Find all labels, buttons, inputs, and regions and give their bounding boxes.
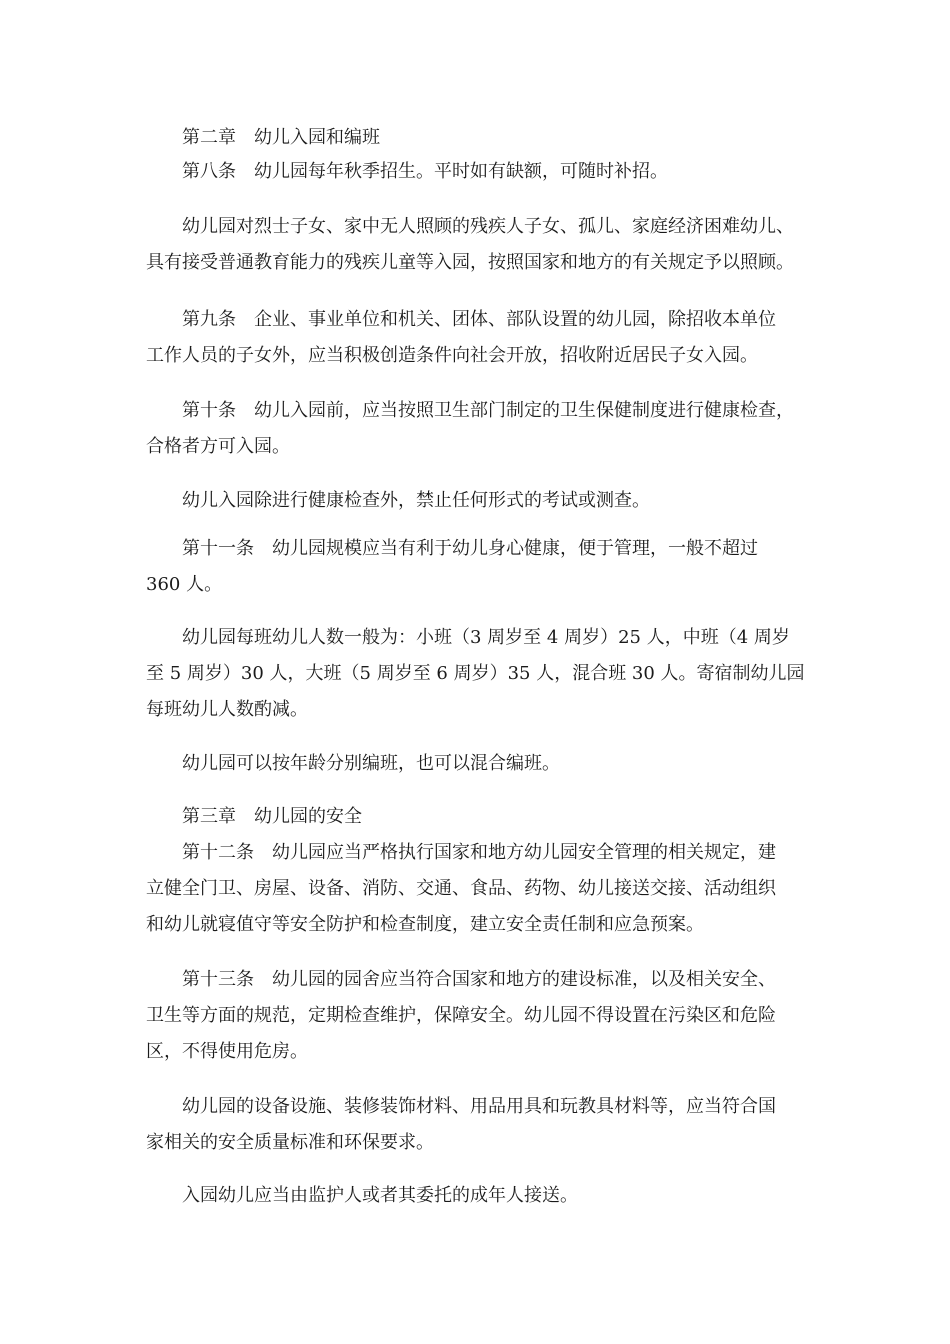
chapter-2-heading: 第二章 幼儿入园和编班 (182, 127, 380, 148)
article-13-line-2: 卫生等方面的规范，定期检查维护，保障安全。幼儿园不得设置在污染区和危险 (146, 1005, 776, 1026)
article-8-para-2-line-1: 幼儿园对烈士子女、家中无人照顾的残疾人子女、孤儿、家庭经济困难幼儿、 (182, 216, 794, 237)
article-13-line-3: 区，不得使用危房。 (146, 1041, 308, 1062)
article-13-line-1: 第十三条 幼儿园的园舍应当符合国家和地方的建设标准，以及相关安全、 (182, 969, 776, 990)
article-11-line-1: 第十一条 幼儿园规模应当有利于幼儿身心健康，便于管理，一般不超过 (182, 538, 758, 559)
article-13-para-2-line-1: 幼儿园的设备设施、装修装饰材料、用品用具和玩教具材料等，应当符合国 (182, 1096, 776, 1117)
article-9-line-2: 工作人员的子女外，应当积极创造条件向社会开放，招收附近居民子女入园。 (146, 345, 758, 366)
article-11-para-2-line-1: 幼儿园每班幼儿人数一般为：小班（3 周岁至 4 周岁）25 人，中班（4 周岁 (182, 627, 790, 648)
chapter-3-heading: 第三章 幼儿园的安全 (182, 806, 362, 827)
article-10-para-2: 幼儿入园除进行健康检查外，禁止任何形式的考试或测查。 (182, 490, 650, 511)
article-8-para-2-line-2: 具有接受普通教育能力的残疾儿童等入园，按照国家和地方的有关规定予以照顾。 (146, 252, 794, 273)
article-11-para-2-line-3: 每班幼儿人数酌减。 (146, 699, 308, 720)
article-11-para-3: 幼儿园可以按年龄分别编班，也可以混合编班。 (182, 753, 560, 774)
article-10-line-2: 合格者方可入园。 (146, 436, 290, 457)
article-8-line-1: 第八条 幼儿园每年秋季招生。平时如有缺额，可随时补招。 (182, 161, 668, 182)
article-13-para-3: 入园幼儿应当由监护人或者其委托的成年人接送。 (182, 1185, 578, 1206)
article-13-para-2-line-2: 家相关的安全质量标准和环保要求。 (146, 1132, 434, 1153)
article-11-line-2: 360 人。 (146, 574, 223, 595)
article-9-line-1: 第九条 企业、事业单位和机关、团体、部队设置的幼儿园，除招收本单位 (182, 309, 776, 330)
article-12-line-3: 和幼儿就寝值守等安全防护和检查制度，建立安全责任制和应急预案。 (146, 914, 704, 935)
article-10-line-1: 第十条 幼儿入园前，应当按照卫生部门制定的卫生保健制度进行健康检查， (182, 400, 794, 421)
article-11-para-2-line-2: 至 5 周岁）30 人，大班（5 周岁至 6 周岁）35 人，混合班 30 人。寄宿制幼儿园 (146, 663, 805, 684)
article-12-line-1: 第十二条 幼儿园应当严格执行国家和地方幼儿园安全管理的相关规定，建 (182, 842, 776, 863)
article-12-line-2: 立健全门卫、房屋、设备、消防、交通、食品、药物、幼儿接送交接、活动组织 (146, 878, 776, 899)
